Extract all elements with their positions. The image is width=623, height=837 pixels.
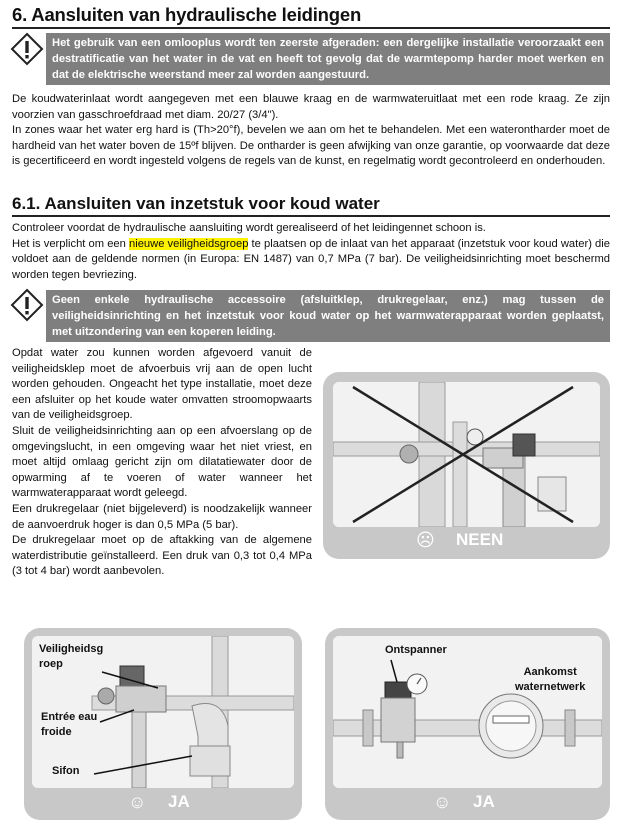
callout-pressure-reducer: Ontspanner — [385, 644, 447, 656]
paragraph-safety-group: Het is verplicht om een nieuwe veiligheidsgroep te plaatsen op de inlaat van het apparaat (inzetstuk voor koud water) die voldoet aan de geldende normen (in Europa: EN 1487) van 0,7 MPa (7 bar). De veiligheidsinrichting moet beschermd worden tegen bevriezing. — [12, 237, 610, 281]
figure-yes-left — [24, 628, 302, 820]
subsection-intro — [12, 221, 610, 283]
warning-box: Het gebruik van een omlooplus wordt ten zeerste afgeraden: een dergelijke installatie veroorzaakt een destratificatie van het water in de vat en heeft tot gevolg dat de warmtepomp harder moet werken en dat de elektrische weerstand meer zal worden aangestuurd. — [46, 33, 610, 85]
callout-water-supply: Aankomst waternetwerk — [515, 666, 586, 693]
figure-no — [323, 372, 610, 559]
safety-group-wrong-diagram — [333, 382, 600, 527]
intro-text — [12, 92, 610, 170]
figure-no-label: NEEN — [456, 530, 504, 549]
section-title: 6. Aansluiten van hydraulische leidingen — [12, 4, 362, 25]
smile-icon: ☺ — [128, 792, 147, 812]
subsection-rule — [12, 215, 610, 217]
figure-yes-right-illustration — [333, 636, 602, 788]
paragraph-drain: Opdat water zou kunnen worden afgevoerd vanuit de veiligheidsklep moet de afvoerbuis vrij aan de open lucht worden gehouden. Ongeacht het type installatie, moet deze een afsluiter op het koude water omvatten stroomopwaarts van de veiligheidsgroep. — [12, 347, 312, 422]
paragraph-regulator-install: De drukregelaar moet op de aftakking van de algemene waterdistributie geïnstalleerd. Een druk van 0,3 tot 0,4 MPa (3 tot 4 bar) wordt aanbevolen. — [12, 534, 312, 578]
highlight-new-safety-group: nieuwe veiligheidsgroep — [128, 237, 249, 250]
paragraph-check-network: Controleer voordat de hydraulische aansluiting wordt gerealiseerd of het leidingennet schoon is. — [12, 222, 486, 234]
warning-icon — [10, 288, 44, 322]
callout-cold-inlet: Entrée eau froide — [41, 711, 98, 738]
body-text — [12, 346, 312, 580]
figure-yes-right — [325, 628, 610, 820]
figure-no-illustration — [333, 382, 600, 527]
smile-icon: ☺ — [433, 792, 452, 812]
paragraph-regulator-needed: Een drukregelaar (niet bijgeleverd) is noodzakelijk wanneer de aanvoerdruk hoger is dan 0,5 MPa (5 bar). — [12, 502, 312, 531]
warning-icon — [10, 32, 44, 66]
figure-yes-right-label: JA — [473, 792, 495, 811]
figure-yes-left-label: JA — [168, 792, 190, 811]
subsection-title: 6.1. Aansluiten van inzetstuk voor koud water — [12, 194, 380, 213]
callout-safety-group: Veiligheidsg roep — [39, 643, 104, 670]
callout-siphon: Sifon — [52, 765, 80, 777]
paragraph-drain-hose: Sluit de veiligheidsinrichting aan op een afvoerslang op de omgevingslucht, in een omgeving waar het niet vriest, en moet altijd omlaag gericht zijn om dilatatiewater door de opwarming af te voeren of water wanneer het warmwaterapparaat wordt geleegd. — [12, 424, 312, 500]
warning-box: Geen enkele hydraulische accessoire (afsluitklep, drukregelaar, enz.) mag tussen de veiligheidsinrichting en het inzetstuk voor koud water op het warmwaterapparaat worden geplaatst, met uitzondering van een koperen leiding. — [46, 290, 610, 342]
frown-icon: ☹ — [416, 530, 435, 550]
paragraph-collars: De koudwaterinlaat wordt aangegeven met een blauwe kraag en de warmwateruitlaat met een rode kraag. Ze zijn voorzien van gasschroefdraad met diam. 20/27 (3/4"). — [12, 93, 610, 121]
paragraph-hardness: In zones waar het water erg hard is (Th>20°f), bevelen we aan om het te behandelen. Met een waterontharder moet de hardheid van het water boven de 15ºf blijven. De ontharder is geen afwijking van onze garantie, op voorwaarde dat deze is gecertificeerd en wordt ingesteld volgens de regels van de kunst, en regelmatig wordt gecontroleerd en onderhouden. — [12, 124, 610, 167]
section-rule — [12, 27, 610, 29]
pressure-reducer-diagram — [333, 636, 602, 788]
